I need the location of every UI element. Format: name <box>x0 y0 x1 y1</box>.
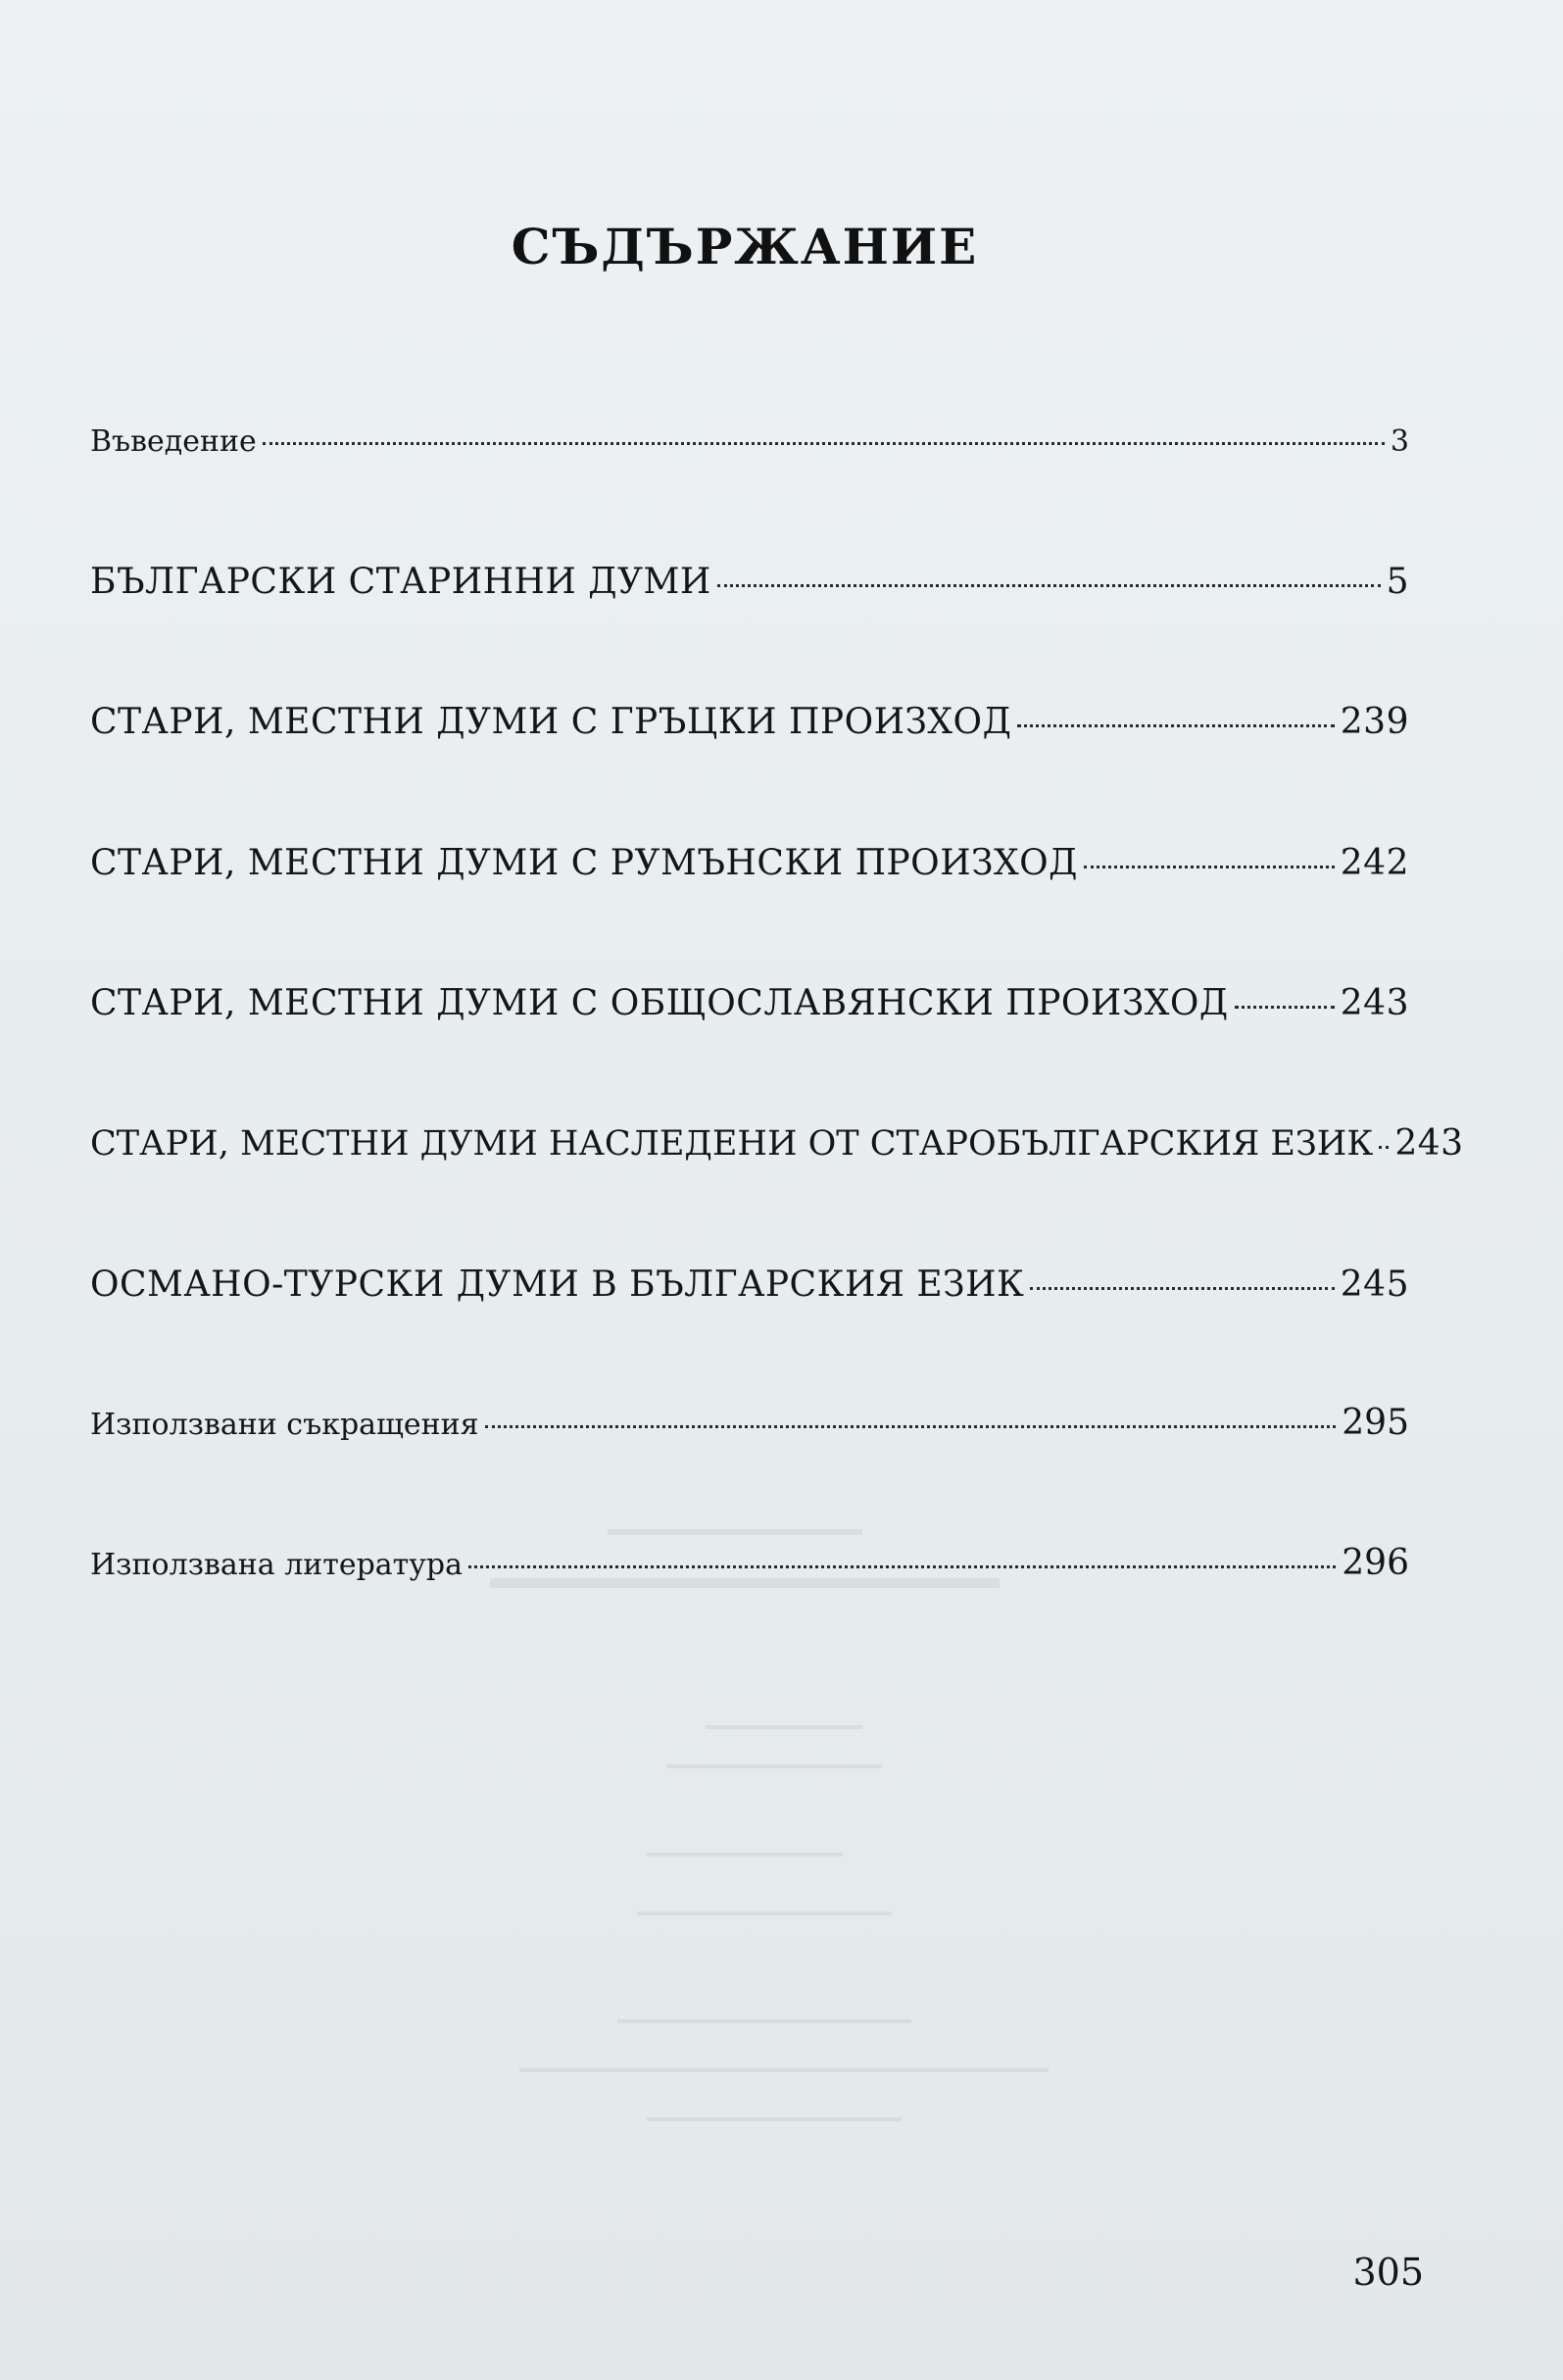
toc-entry-page: 242 <box>1340 843 1409 883</box>
toc-entry-label: Използвани съкращения <box>90 1408 479 1442</box>
toc-entry <box>90 1403 1409 1443</box>
toc-entry <box>90 562 1409 602</box>
toc-entry-page: 245 <box>1340 1264 1409 1305</box>
dot-leader <box>1379 1146 1389 1149</box>
toc-entry <box>90 702 1409 742</box>
toc-entry-page: 239 <box>1340 702 1409 742</box>
toc-entry-label: СТАРИ, МЕСТНИ ДУМИ С ГРЪЦКИ ПРОИЗХОД <box>90 702 1012 742</box>
dot-leader <box>468 1565 1336 1568</box>
toc-entry <box>90 1543 1409 1583</box>
toc-entry-page: 295 <box>1342 1403 1409 1443</box>
toc-entry-label: ОСМАНО-ТУРСКИ ДУМИ В БЪЛГАРСКИЯ ЕЗИК <box>90 1264 1025 1305</box>
toc-entry-label: Въведение <box>90 424 257 459</box>
toc-entry-page: 3 <box>1390 424 1409 459</box>
toc-entry-label: БЪЛГАРСКИ СТАРИННИ ДУМИ <box>90 562 711 602</box>
toc-entry-label: Използвана литература <box>90 1548 464 1582</box>
toc-entry-label: СТАРИ, МЕСТНИ ДУМИ НАСЛЕДЕНИ ОТ СТАРОБЪЛГАРСКИЯ ЕЗИК <box>90 1124 1374 1164</box>
toc-entry <box>90 983 1409 1023</box>
toc-entry <box>90 1264 1409 1305</box>
dot-leader <box>1235 1006 1335 1009</box>
toc-entry-page: 5 <box>1386 562 1409 602</box>
dot-leader <box>485 1425 1337 1428</box>
dot-leader <box>1084 866 1335 868</box>
toc-entry-label: СТАРИ, МЕСТНИ ДУМИ С ОБЩОСЛАВЯНСКИ ПРОИЗХОД <box>90 983 1229 1023</box>
page-title: СЪДЪРЖАНИЕ <box>511 218 979 275</box>
page-number: 305 <box>1352 2251 1424 2294</box>
dot-leader <box>717 584 1381 587</box>
show-through-text <box>294 1510 1176 2137</box>
toc-entry-page: 243 <box>1394 1123 1464 1164</box>
dot-leader <box>1030 1287 1334 1290</box>
toc-entry-label: СТАРИ, МЕСТНИ ДУМИ С РУМЪНСКИ ПРОИЗХОД <box>90 843 1078 883</box>
toc-entry <box>90 1123 1464 1164</box>
dot-leader <box>1017 724 1334 727</box>
toc-entry <box>90 843 1409 883</box>
toc-entry-page: 243 <box>1340 983 1409 1023</box>
dot-leader <box>263 442 1385 445</box>
toc-entry-page: 296 <box>1342 1543 1409 1583</box>
toc-entry <box>90 424 1409 459</box>
